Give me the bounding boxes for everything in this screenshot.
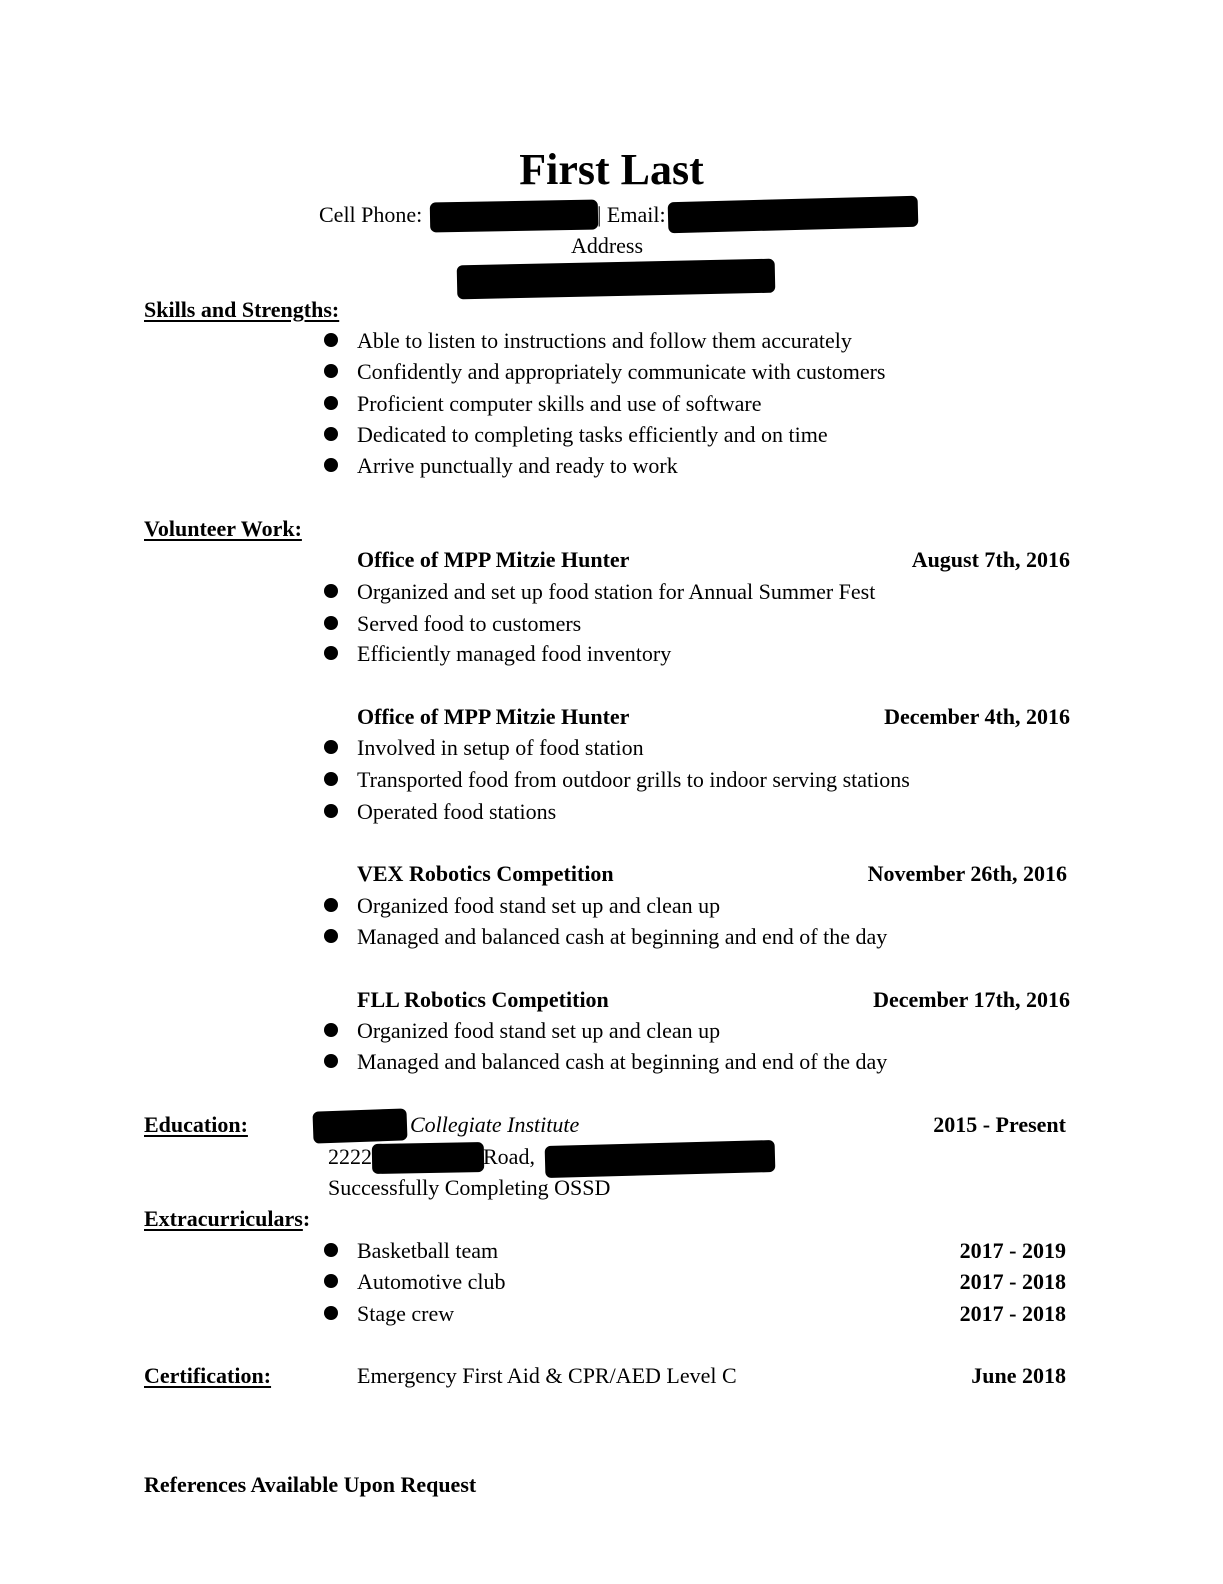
bullet [324,804,338,818]
extracurricular-dates: 2017 - 2019 [959,1238,1066,1263]
bullet [324,740,338,754]
list-item: Basketball team [357,1238,499,1263]
volunteer-date: August 7th, 2016 [911,547,1070,572]
redacted-street [372,1142,485,1174]
bullet [324,584,338,598]
bullet [324,427,338,441]
bullet [324,458,338,472]
volunteer-date: December 4th, 2016 [884,704,1070,729]
redacted-email [668,196,919,234]
list-item: Organized food stand set up and clean up [357,1018,721,1043]
bullet [324,333,338,347]
extracurriculars-heading [144,1206,310,1232]
list-item: Automotive club [357,1269,506,1294]
list-item: Proficient computer skills and use of software [357,391,762,416]
school-name: Collegiate Institute [410,1112,580,1137]
bullet [324,898,338,912]
education-dates: 2015 - Present [933,1112,1066,1137]
bullet [324,616,338,630]
list-item: Operated food stations [357,799,557,824]
volunteer-org: Office of MPP Mitzie Hunter [357,547,630,572]
bullet [324,1243,338,1257]
education-status: Successfully Completing OSSD [328,1175,611,1200]
list-item: Managed and balanced cash at beginning and end of the day [357,924,888,949]
bullet [324,364,338,378]
list-item: Able to listen to instructions and follow them accurately [357,328,852,353]
volunteer-date: December 17th, 2016 [873,987,1070,1012]
extracurricular-dates: 2017 - 2018 [959,1269,1066,1294]
school-address-road: Road, [483,1144,535,1169]
list-item: Arrive punctually and ready to work [357,453,678,478]
list-item: Transported food from outdoor grills to indoor serving stations [357,767,910,792]
page-title: First Last [519,145,704,194]
bullet [324,1054,338,1068]
list-item: Dedicated to completing tasks efficiently and on time [357,422,828,447]
redacted-city [545,1140,776,1178]
list-item: Stage crew [357,1301,455,1326]
school-address-number: 2222 [328,1144,372,1169]
list-item: Managed and balanced cash at beginning and end of the day [357,1049,888,1074]
volunteer-heading: Volunteer Work: [144,516,302,541]
bullet [324,1274,338,1288]
bullet [324,1023,338,1037]
extracurricular-dates: 2017 - 2018 [959,1301,1066,1326]
email-label: | Email: [597,202,666,227]
address-label: Address [570,233,644,258]
extracurriculars-heading-colon: : [302,1206,311,1231]
education-heading: Education: [144,1112,248,1137]
list-item: Served food to customers [357,611,582,636]
list-item: Organized and set up food station for Annual Summer Fest [357,579,876,604]
list-item: Organized food stand set up and clean up [357,893,721,918]
list-item: Confidently and appropriately communicate with customers [357,359,886,384]
list-item: Involved in setup of food station [357,735,644,760]
certification-name: Emergency First Aid & CPR/AED Level C [357,1363,737,1388]
bullet [324,646,338,660]
references-note: References Available Upon Request [144,1472,477,1497]
certification-date: June 2018 [971,1363,1066,1388]
bullet [324,1306,338,1320]
list-item: Efficiently managed food inventory [357,641,672,666]
volunteer-org: VEX Robotics Competition [357,861,614,886]
skills-heading: Skills and Strengths: [144,297,340,322]
redacted-phone [430,200,598,233]
volunteer-org: Office of MPP Mitzie Hunter [357,704,630,729]
volunteer-date: November 26th, 2016 [867,861,1067,886]
volunteer-org: FLL Robotics Competition [357,987,609,1012]
bullet [324,929,338,943]
extracurriculars-heading-text: Extracurriculars [144,1206,303,1231]
bullet [324,772,338,786]
redacted-address [457,259,776,300]
bullet [324,396,338,410]
redacted-school-name [312,1108,407,1143]
certification-heading: Certification: [144,1363,272,1388]
phone-label: Cell Phone: [319,202,423,227]
